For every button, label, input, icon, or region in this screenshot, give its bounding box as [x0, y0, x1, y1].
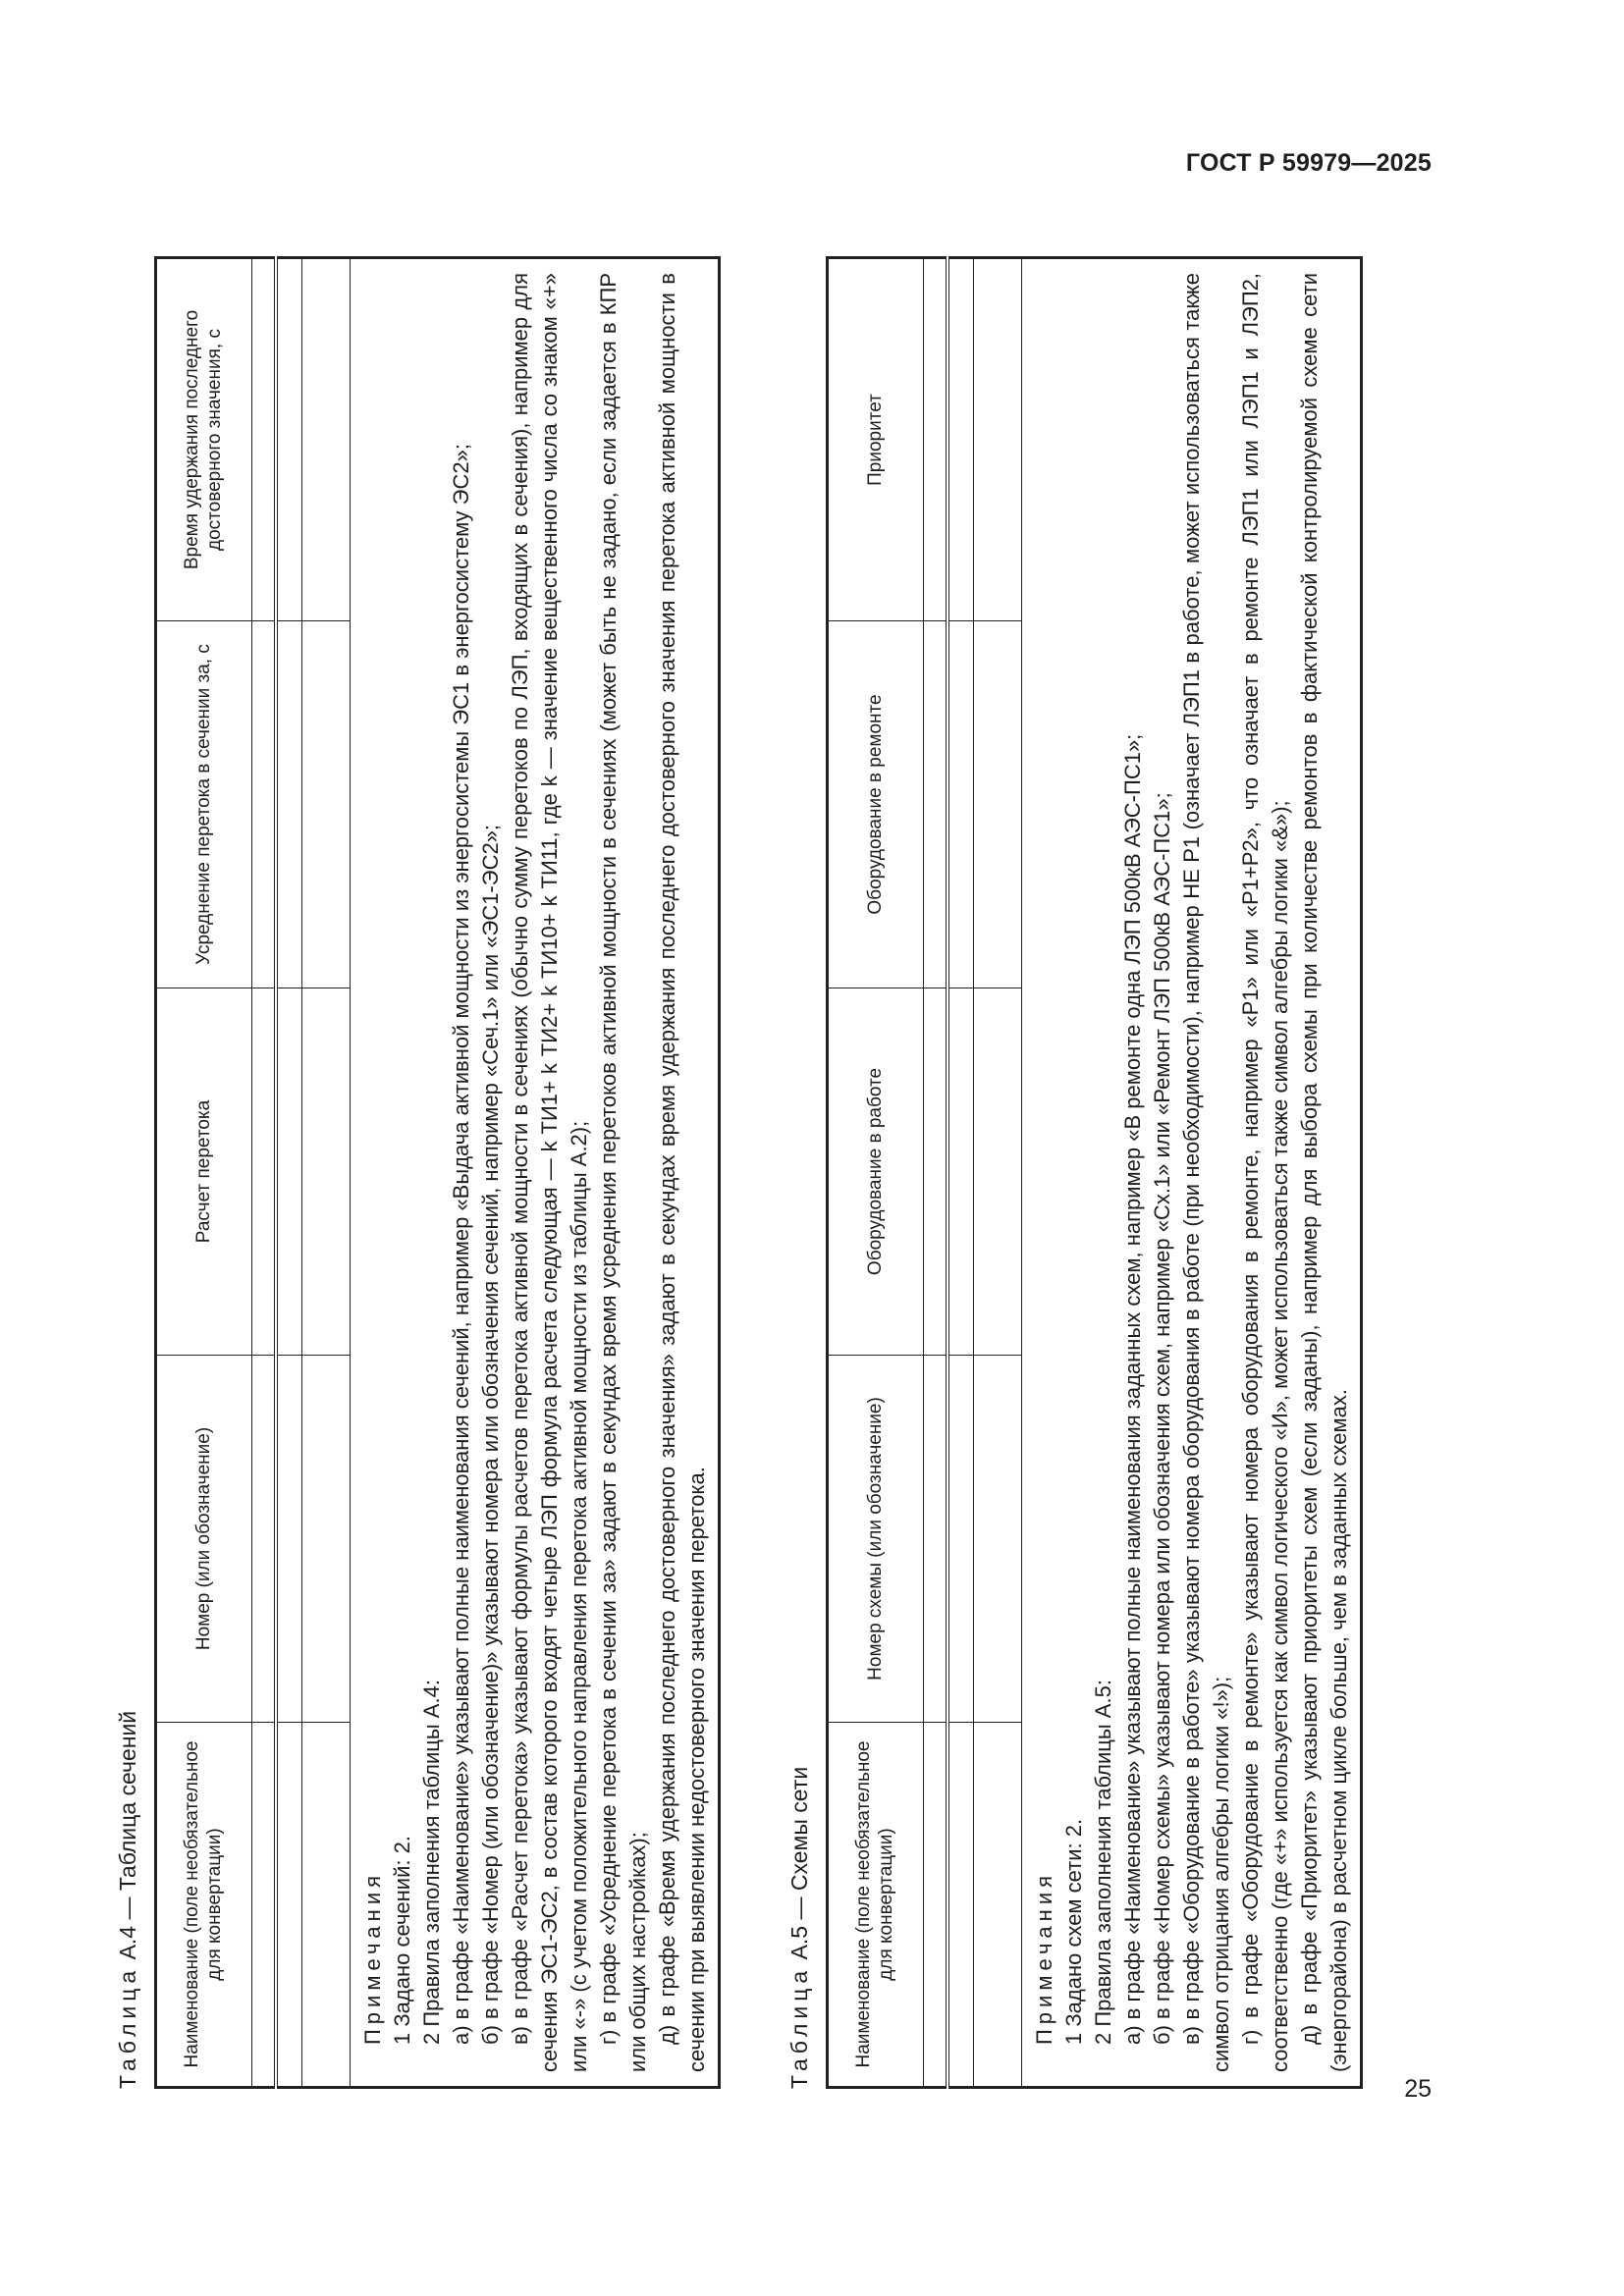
table-a4-caption: Таблица А.4 — Таблица сечений — [115, 1710, 140, 2089]
table-a4-note: д) в графе «Время удержания последнего достоверного значения» задают в секундах время удержания последнего достоверного значения перетока активной мощности в сечении при выявлении недостоверного значения перетока. — [655, 273, 709, 2072]
table-a4-note: г) в графе «Усреднение перетока в сечении за» задают в секундах время усреднения перетоков активной мощности в сечениях (может быть не задано, если задается в КПР или общих настройках); — [596, 273, 650, 2072]
table-a5-note: в) в графе «Оборудование в работе» указывают номера оборудования в работе (при необходимости), например НЕ Р1 (означает ЛЭП1 в работе, может использоваться также символ отрицания алгебры логики «!»); — [1179, 273, 1233, 2072]
table-a5-caption: Таблица А.5 — Схемы сети — [786, 1766, 812, 2089]
table-a4-notes — [351, 258, 720, 2088]
table-a4-header-row — [156, 258, 252, 2088]
table-a5-col-name: Наименование (поле необязательное для конвертации) — [828, 1723, 924, 2088]
table-a5-note: 2 Правила заполнения таблицы А.5: — [1091, 1680, 1115, 2045]
table-a4-col-number: Номер (или обозначение) — [156, 1356, 252, 1723]
table-a4-empty-row — [302, 258, 351, 2088]
table-a4-number-row — [252, 258, 277, 2088]
table-a5-col-scheme-number: Номер схемы (или обозначение) — [828, 1356, 924, 1723]
table-a4-note: а) в графе «Наименование» указывают полные наименования сечений, например «Выдача активной мощности из энергосистемы ЭС1 в энергосистему ЭС2»; — [449, 444, 473, 2045]
table-a4-note: 2 Правила заполнения таблицы А.4: — [419, 1680, 444, 2045]
table-a5-notes — [1022, 258, 1362, 2088]
table-a4-notes-heading: Примечания — [360, 1870, 385, 2045]
table-a4-note: 1 Задано сечений: 2. — [390, 1836, 414, 2045]
table-a5-note: б) в графе «Номер схемы» указывают номера или обозначения схем, например «Сх.1» или «Ремонт ЛЭП 500кВ АЭС-ПС1»; — [1150, 792, 1174, 2045]
table-a4-col-hold-time: Время удержания последнего достоверного значения, с — [156, 258, 252, 621]
table-a5-empty-row — [947, 258, 974, 2088]
page-number: 25 — [1404, 2075, 1432, 2103]
table-a5 — [826, 256, 1363, 2089]
table-a4-note: б) в графе «Номер (или обозначение)» указывают номера или обозначения сечений, например «Сеч.1» или «ЭС1-ЭС2»; — [478, 824, 503, 2045]
table-a5-header-row — [828, 258, 924, 2088]
table-a4-note: в) в графе «Расчет перетока» указывают формулы расчетов перетока активной мощности в сечениях (обычно сумму перетоков по ЛЭП, входящих в сечения), например для сечения ЭС1-ЭС2, в состав которого входят четыре ЛЭП формула расчета следующая — k ТИ1+ k ТИ2+ k ТИ10+ k ТИ11, где k — значение вещественного числа со знаком «+» или «-» (с учетом положительного направления перетока активной мощности из таблицы А.2); — [508, 273, 591, 2072]
table-a5-empty-row — [974, 258, 1022, 2088]
table-a5-note: г) в графе «Оборудование в ремонте» указывают номера оборудования в ремонте, например «Р1» или «Р1+Р2», что означает в ремонте ЛЭП1 или ЛЭП1 и ЛЭП2, соответственно (где «+» используется как символ логического «И», может использоваться также символ алгебры логики «&»); — [1238, 273, 1292, 2072]
table-a4-empty-row — [276, 258, 302, 2088]
table-a5-note: д) в графе «Приоритет» указывают приоритеты схем (если заданы), например для выбора схемы при количестве ремонтов в фактической контролируемой схеме сети (энергорайона) в расчетном цикле больше, чем в заданных схемах. — [1297, 273, 1351, 2072]
table-a5-col-priority: Приоритет — [828, 258, 924, 621]
table-a5-number-row — [924, 258, 948, 2088]
table-a4 — [154, 256, 721, 2089]
table-a5-note: 1 Задано схем сети: 2. — [1061, 1818, 1086, 2045]
landscape-content — [103, 153, 1624, 2089]
table-a4-col-flow-calc: Расчет перетока — [156, 988, 252, 1356]
table-a5-notes-heading: Примечания — [1032, 1870, 1056, 2045]
table-a5-note: а) в графе «Наименование» указывают полные наименования заданных схем, например «В ремонте одна ЛЭП 500кВ АЭС-ПС1»; — [1120, 733, 1145, 2045]
table-a4-col-averaging: Усреднение перетока в сечении за, с — [156, 621, 252, 988]
table-a5-col-in-repair: Оборудование в ремонте — [828, 621, 924, 988]
table-a4-col-name: Наименование (поле необязательное для конвертации) — [156, 1723, 252, 2088]
document-standard-number: ГОСТ Р 59979—2025 — [1185, 149, 1432, 177]
table-a5-col-in-service: Оборудование в работе — [828, 988, 924, 1356]
